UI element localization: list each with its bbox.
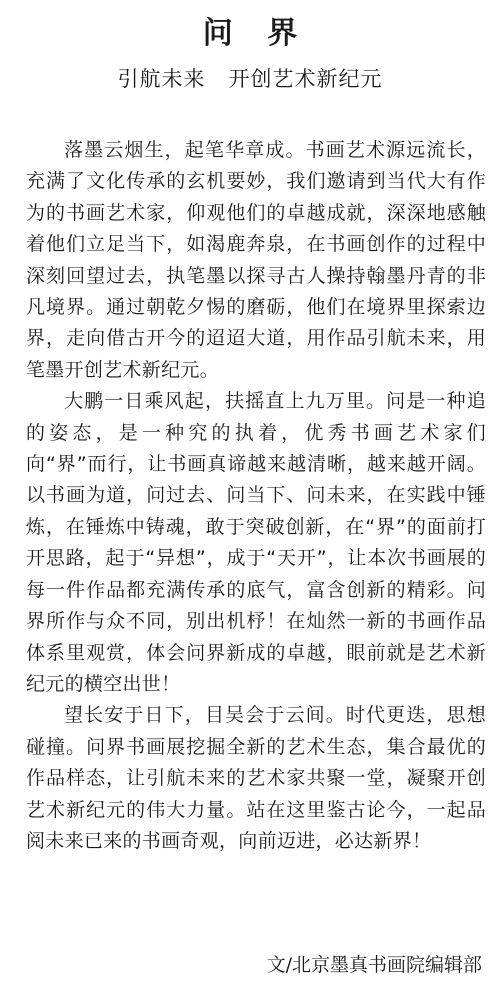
page-title: 问 界 bbox=[202, 16, 310, 51]
article-body bbox=[26, 135, 486, 857]
article-paragraph-3: 望长安于日下，目吴会于云间。时代更迭，思想碰撞。问界书画展挖掘全新的艺术生态，集合最优的作品样态，让引航未来的艺术家共聚一堂，凝聚开创艺术新纪元的伟大力量。站在这里鉴古论今，一起品阅未来已来的书画奇观，向前迈进，必达新界！ bbox=[26, 704, 486, 852]
article-paragraph-1: 落墨云烟生，起笔华章成。书画艺术源远流长，充满了文化传承的玄机要妙，我们邀请到当代大有作为的书画艺术家，仰观他们的卓越成就，深深地感触着他们立足当下，如渴鹿奔泉，在书画创作的过程中深刻回望过去，执笔墨以探寻古人操持翰墨丹青的非凡境界。通过朝乾夕惕的磨砺，他们在境界里探索边界，走向借古开今的迢迢大道，用作品引航未来，用笔墨开创艺术新纪元。 bbox=[26, 139, 486, 381]
page-subtitle: 引航未来 开创艺术新纪元 bbox=[117, 67, 383, 91]
article-paragraph-2: 大鹏一日乘风起，扶摇直上九万里。问是一种追的姿态，是一种究的执着，优秀书画艺术家们向“界”而行，让书画真谛越来越清晰，越来越开阔。以书画为道，问过去、问当下、问未来，在实践中锤炼，在锤炼中铸魂，敢于突破创新，在“界”的面前打开思路，起于“异想”，成于“天开”，让本次书画展的每一件作品都充满传承的底气，富含创新的精彩。问界所作与众不同，别出机杼！在灿然一新的书画作品体系里观赏，体会问界新成的卓越，眼前就是艺术新纪元的横空出世！ bbox=[26, 390, 486, 695]
author-signature: 文/北京墨真书画院编辑部 bbox=[266, 954, 482, 976]
